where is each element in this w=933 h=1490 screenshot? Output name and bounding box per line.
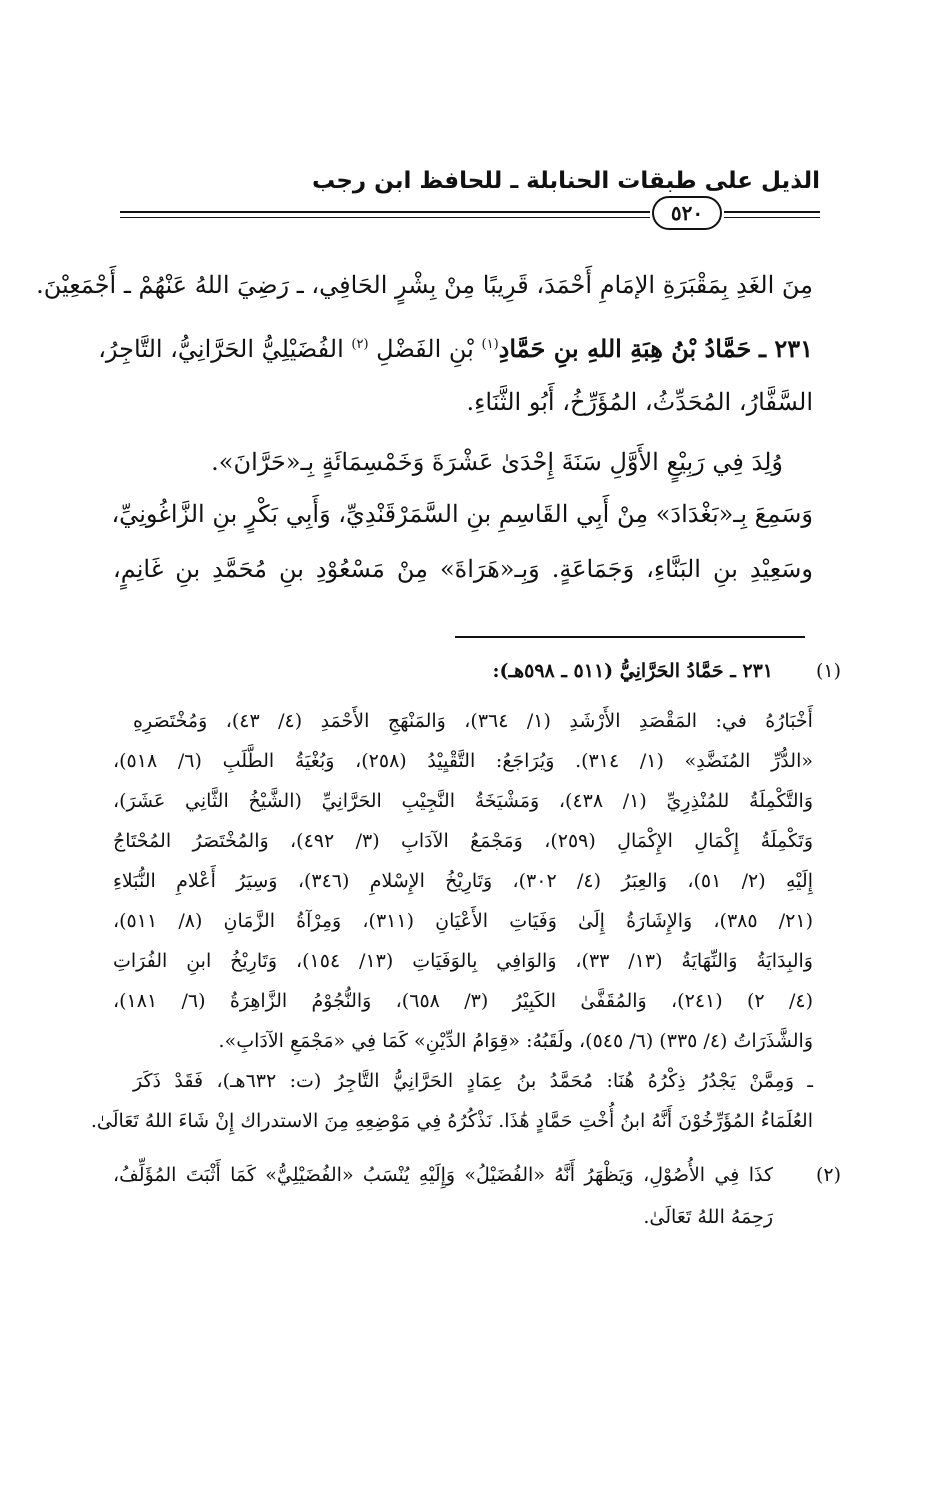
- footnote-1-title: ٢٣١ ـ حَمَّادُ الحَرَّانِيُّ (٥١١ ـ ٥٩٨هـ):: [492, 660, 773, 682]
- entry-nisba: الفُضَيْلِيُّ الحَرَّانِيُّ، التَّاجِرُ،: [98, 335, 344, 363]
- footnote-1-line: وَالبِدَايَةُ وَالنِّهَايَةُ (١٣/ ٣٣)، وَالوَافِي بِالوَفَيَاتِ (١٣/ ١٥٤)، وَتَارِيْخُ ابنِ الفُرَاتِ: [113, 950, 813, 972]
- entry-name: حَمَّادُ بْنُ هِبَةِ اللهِ بنِ حَمَّادِ: [498, 334, 752, 363]
- header-rule-right: [724, 211, 820, 213]
- entry-heading-line: [98, 328, 813, 366]
- body-line-4: وُلِدَ فِي رَبِيْعٍ الأَوَّلِ سَنَةَ إِحْدَىٰ عَشْرَةَ وَخَمْسِمَائَةٍ بِـ«حَرَّانَ».: [211, 448, 783, 476]
- page-number: ٥٢٠: [652, 196, 722, 230]
- footnote-2-line: كذَا فِي الأُصُوْلِ، وَيَظْهَرُ أَنَّهُ «الفُضَيْلُ» وَإِلَيْهِ يُنْسَبُ «الفُضَيْلِيُّ» كَمَا أَثْبَتَ المُؤَلِّفُ،: [113, 1164, 773, 1186]
- footnote-1-line: وَتَكْمِلَةُ إِكْمَالِ الإِكْمَالِ (٢٥٩)، وَمَجْمَعُ الآدَابِ (٣/ ٤٩٢)، وَالمُخْتَصَرُ المُحْتَاجُ: [113, 830, 813, 852]
- footnote-marker-1: (١): [815, 660, 841, 682]
- footnote-1-line: (٢١/ ٣٨٥)، وَالإِشَارَةُ إِلَىٰ وَفَيَاتِ الأَعْيَانِ (٣١١)، وَمِرْآةُ الزَّمَانِ (٨/ ٥١١)،: [113, 910, 813, 932]
- footnote-1-line: وَالشَّذَرَاتُ (٤/ ٣٣٥) (٦/ ٥٤٥)، ولَقَبُهُ: «قِوَامُ الدِّيْنِ» كَمَا فِي «مَجْمَعِ الآدَابِ».: [218, 1030, 813, 1052]
- footnote-1-line: وَالتَّكْمِلَةُ للمُنْذِرِيِّ (١/ ٤٣٨)، وَمَشْيَخَةُ النَّجِيْبِ الحَرَّانِيِّ (الشَّيْخُ الثَّانِي عَشَرَ)،: [113, 790, 813, 812]
- footnote-1-line: العُلَمَاءُ المُؤَرِّخُوْنَ أَنَّهُ ابنُ أُخْتِ حَمَّادٍ هَٰذَا. نَذْكُرُهُ فِي مَوْضِعِهِ مِنَ الاستدراك إِنْ شَاءَ اللهُ تَعَالَىٰ.: [90, 1110, 813, 1132]
- body-line-1: مِنَ الغَدِ بِمَقْبَرَةِ الإمَامِ أَحْمَدَ، قَرِيبًا مِنْ بِشْرٍ الحَافِي، ـ رَضِيَ اللهُ عَنْهُمْ ـ أَجْمَعِيْنَ.: [36, 271, 813, 299]
- header-rule-left: [120, 211, 650, 213]
- footnote-1-line: (٤/ ٢) (٢٤١)، وَالمُقَفَّىٰ الكَبِيْرُ (٣/ ٦٥٨)، وَالنُّجُوْمُ الزَّاهِرَةُ (٦/ ١٨١)،: [113, 990, 814, 1012]
- body-line-6: وسَعِيْدِ بنِ البَنَّاءِ، وَجَمَاعَةٍ. وَبِـ«هَرَاةَ» مِنْ مَسْعُوْدِ بنِ مُحَمَّدِ بنِ غَانِمٍ،: [113, 555, 814, 583]
- footnote-1-line: أَخْبَارُهُ في: المَقْصَدِ الأَرْشَدِ (١/ ٣٦٤)، وَالمَنْهَجِ الأَحْمَدِ (٤/ ٤٣)، وَمُخْتَصَرِهِ: [133, 710, 813, 732]
- footnote-marker-2: (٢): [815, 1164, 841, 1186]
- footnote-1-line: «الدُّرِّ المُنَضَّدِ» (١/ ٣١٤). وَيُرَاجَعُ: التَّقْيِيْدُ (٢٥٨)، وَبُغْيَةُ الطَّلَبِ (٦/ ٥١٨)،: [113, 750, 813, 772]
- footnote-2-line: رَحِمَهُ اللهُ تَعَالَىٰ.: [643, 1206, 773, 1228]
- body-line-5: وَسَمِعَ بِـ«بَغْدَادَ» مِنْ أَبِي القَاسِمِ بنِ السَّمَرْقَنْدِيِّ، وَأَبِي بَكْرٍ بنِ الزَّاغُونِيِّ،: [111, 500, 813, 528]
- note-ref-2: (٢): [351, 337, 369, 352]
- footnote-separator: [455, 636, 805, 638]
- body-line-3: السَّفَّارُ، المُحَدِّثُ، المُؤَرِّخُ، أَبُو الثَّنَاءِ.: [466, 388, 813, 416]
- running-title: الذيل على طبقات الحنابلة ـ للحافظ ابن رجب: [311, 168, 820, 194]
- footnote-1-line: ـ وَمِمَّنْ يَجْدُرُ ذِكْرُهُ هُنَا: مُحَمَّدُ بنُ عِمَادٍ الحَرَّانِيُّ التَّاجِرُ (ت: ٦٣٢هـ)، فَقَدْ ذَكَرَ: [133, 1070, 813, 1092]
- note-ref-1: (١): [481, 337, 499, 352]
- entry-name-rest: بْنِ الفَضْلِ: [376, 335, 474, 363]
- entry-number: ٢٣١ ـ: [758, 334, 813, 363]
- header-rule-right-thin: [724, 217, 820, 218]
- header-rule-left-thin: [120, 217, 650, 218]
- footnote-1-line: إِلَيْهِ (٢/ ٥١)، وَالعِبَرُ (٤/ ٣٠٢)، وَتَارِيْخُ الإِسْلامِ (٣٤٦)، وَسِيَرُ أَعْلامِ النُّبَلاءِ: [113, 870, 813, 892]
